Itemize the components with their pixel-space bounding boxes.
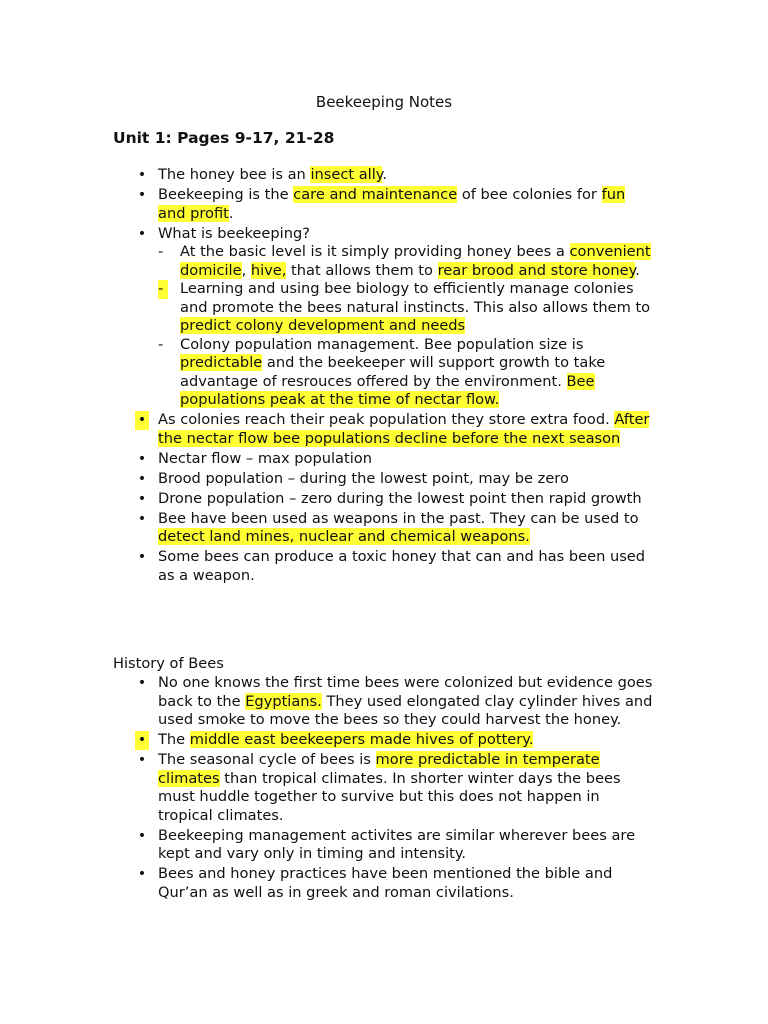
highlighted-text: fun and profit bbox=[158, 186, 626, 222]
item-text: and the beekeeper will support growth to take advantage of resrouces offered by the environment. bbox=[180, 354, 606, 390]
highlighted-text: predict colony development and needs bbox=[180, 317, 466, 334]
item-text: Learning and using bee biology to efficiently manage colonies and promote the bees natural instincts. This also allows them to bbox=[180, 280, 651, 316]
sub-list-item bbox=[158, 280, 653, 336]
bullet-marker: • bbox=[135, 731, 149, 750]
item-text: Brood population – during the lowest point, may be zero bbox=[158, 469, 569, 487]
dash-marker: - bbox=[158, 335, 164, 353]
list-item bbox=[0, 548, 653, 585]
item-text: The seasonal cycle of bees is bbox=[158, 751, 376, 768]
item-text: Some bees can produce a toxic honey that can and has been used as a weapon. bbox=[158, 548, 646, 584]
item-text: No one knows the first time bees were colonized but evidence goes back to the bbox=[158, 674, 653, 710]
list-item bbox=[0, 225, 653, 410]
unit-heading: Unit 1: Pages 9-17, 21-28 bbox=[113, 129, 335, 147]
history-heading: History of Bees bbox=[113, 655, 224, 672]
list-item bbox=[0, 827, 653, 864]
item-text: They used elongated clay cylinder hives and used smoke to move the bees so they could harvest the honey. bbox=[158, 692, 653, 728]
item-text: Bee have been used as weapons in the past. They can be used to bbox=[158, 509, 639, 527]
list-item bbox=[0, 731, 653, 750]
item-text: . bbox=[635, 261, 640, 279]
item-text: At the basic level is it simply providing honey bees a bbox=[180, 243, 570, 260]
highlighted-text: After the nectar flow bee populations decline before the next season bbox=[158, 411, 650, 447]
item-text: Colony population management. Bee population size is bbox=[180, 335, 584, 353]
list-item bbox=[0, 450, 653, 469]
list-item bbox=[0, 166, 653, 185]
item-text: Drone population – zero during the lowest point then rapid growth bbox=[158, 489, 642, 507]
bullet-marker: • bbox=[137, 549, 147, 565]
bullet-marker: • bbox=[137, 675, 147, 691]
bullet-marker: • bbox=[137, 490, 147, 507]
item-text: . bbox=[382, 166, 387, 183]
unit-bullet-list bbox=[0, 166, 768, 585]
highlighted-text: Egyptians. bbox=[245, 692, 322, 710]
list-item bbox=[0, 751, 653, 825]
bullet-marker: • bbox=[137, 510, 147, 527]
list-item bbox=[0, 490, 653, 509]
list-item bbox=[0, 674, 653, 730]
bullet-marker: • bbox=[137, 866, 147, 882]
highlighted-text: detect land mines, nuclear and chemical weapons. bbox=[158, 528, 530, 545]
bullet-marker: • bbox=[137, 225, 147, 242]
highlighted-text: convenient domicile bbox=[180, 243, 651, 279]
item-text: The bbox=[158, 731, 190, 748]
highlighted-text: hive, bbox=[250, 261, 287, 279]
sub-list-item bbox=[158, 335, 653, 410]
item-text: . bbox=[228, 204, 234, 222]
item-text: , bbox=[241, 261, 251, 279]
list-item bbox=[0, 470, 653, 489]
bullet-marker: • bbox=[137, 187, 147, 203]
document-title: Beekeeping Notes bbox=[315, 93, 453, 111]
item-text: of bee colonies for bbox=[457, 186, 602, 203]
highlighted-text: rear brood and store honey bbox=[437, 261, 636, 279]
highlighted-text: more predictable in temperate climates bbox=[158, 751, 600, 787]
item-text: Nectar flow – max population bbox=[158, 449, 372, 467]
bullet-marker: • bbox=[137, 752, 147, 768]
bullet-marker: • bbox=[137, 827, 147, 844]
highlighted-text: predictable bbox=[180, 354, 263, 371]
bullet-marker: • bbox=[137, 470, 147, 487]
list-item bbox=[0, 510, 653, 547]
item-text: As colonies reach their peak population they store extra food. bbox=[158, 411, 615, 428]
item-text: Bees and honey practices have been mentioned the bible and Qur’an as well as in greek and roman civilations. bbox=[158, 865, 613, 901]
dash-marker: - bbox=[158, 243, 164, 260]
history-bullet-list bbox=[0, 674, 768, 902]
item-text: Beekeeping management activites are similar wherever bees are kept and vary only in timing and intensity. bbox=[158, 826, 636, 862]
item-text: The honey bee is an bbox=[158, 166, 311, 183]
highlighted-text: insect ally bbox=[310, 166, 383, 183]
item-text: that allows them to bbox=[286, 261, 438, 279]
sub-list-item bbox=[158, 243, 653, 280]
list-item bbox=[0, 865, 653, 902]
item-text: Beekeeping is the bbox=[158, 186, 294, 203]
highlighted-text: care and maintenance bbox=[293, 186, 458, 203]
bullet-marker: • bbox=[135, 411, 149, 430]
highlighted-text: Bee populations peak at the time of nectar flow. bbox=[180, 372, 595, 408]
list-item bbox=[0, 411, 653, 448]
highlighted-text: middle east beekeepers made hives of pottery. bbox=[189, 731, 534, 748]
item-text: than tropical climates. In shorter winter days the bees must huddle together to survive but this does not happen in tropical climates. bbox=[158, 769, 621, 824]
dash-marker: - bbox=[158, 280, 168, 299]
bullet-marker: • bbox=[137, 450, 147, 467]
sub-list bbox=[158, 243, 653, 410]
bullet-marker: • bbox=[137, 167, 147, 183]
item-text: What is beekeeping? bbox=[158, 224, 310, 242]
list-item bbox=[0, 186, 653, 223]
